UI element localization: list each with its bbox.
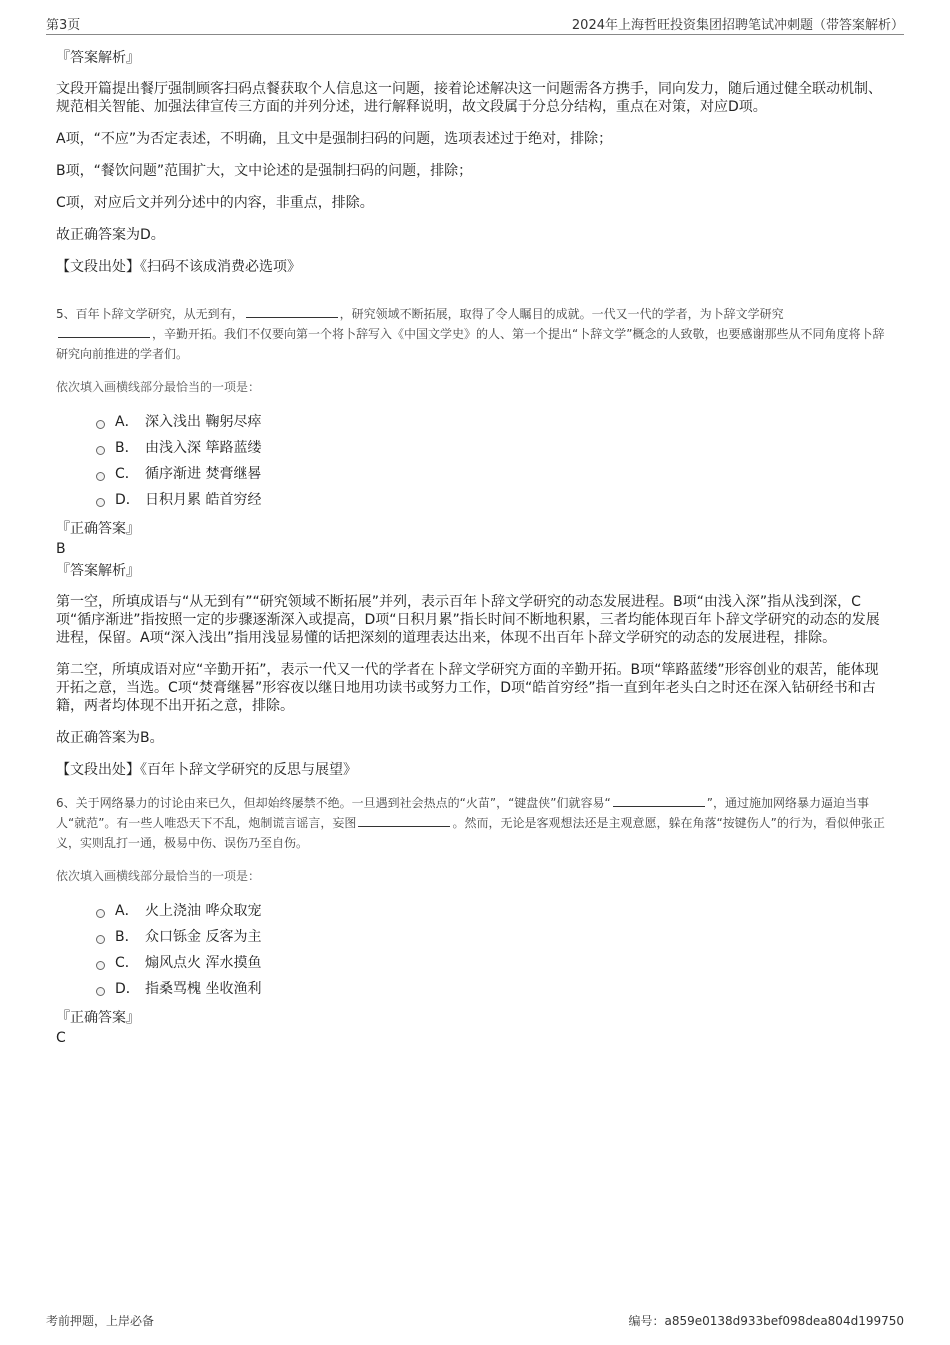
radio-icon[interactable]	[96, 987, 105, 996]
q5-analysis-label: 『答案解析』	[56, 563, 140, 579]
q4-analysis-option-a: A项，“不应”为否定表述，不明确，且文中是强制扫码的问题，选项表述过于绝对，排除；	[56, 131, 613, 147]
q6-blank-2	[358, 814, 450, 827]
radio-icon[interactable]	[96, 935, 105, 944]
q6-stem: 6、关于网络暴力的讨论由来已久，但却始终屡禁不绝。一旦遇到社会热点的“火苗”，“键盘侠”们就容易“ ”，通过施加网络暴力逼迫当事人“就范”。有一些人唯恐天下不乱，炮制谎言谣言，妄图 。然而，无论是客观想法还是主观意愿，躲在角落“按键伤人”的行为，看似伸张正义，实则乱打一通，极易中伤、误伤乃至自伤。	[56, 796, 885, 850]
q5-option-d[interactable]: D． 日积月累 皓首穷经	[96, 487, 892, 513]
radio-icon[interactable]	[96, 446, 105, 455]
q6-option-d[interactable]: D． 指桑骂槐 坐收渔利	[96, 976, 892, 1002]
q5-blank-2	[58, 325, 150, 338]
document-code: 编号：a859e0138d933bef098dea804d199750	[628, 1314, 904, 1328]
q6-blank-1	[613, 794, 705, 807]
q5-analysis-paragraph-1: 第一空，所填成语与“从无到有”“研究领域不断拓展”并列，表示百年卜辞文学研究的动态发展进程。B项“由浅入深”指从浅到深，C项“循序渐进”指按照一定的步骤逐渐深入或提高，D项“日积月累”指长时间不断地积累，三者均能体现百年卜辞文学研究的动态的发展进程，保留。A项“深入浅出”指用浅显易懂的话把深刻的道理表达出来，体现不出百年卜辞文学研究的动态的发展进程，排除。	[56, 594, 880, 646]
radio-icon[interactable]	[96, 498, 105, 507]
q5-stem: 5、百年卜辞文学研究，从无到有， ，研究领域不断拓展，取得了令人瞩目的成就。一代又一代的学者，为卜辞文学研究 ，辛勤开拓。我们不仅要向第一个将卜辞写入《中国文学史》的人、第一个提出“卜辞文学”概念的人致敬，也要感谢那些从不同角度将卜辞研究向前推进的学者们。	[56, 307, 885, 361]
q6-option-b[interactable]: B． 众口铄金 反客为主	[96, 924, 892, 950]
q4-analysis-label: 『答案解析』	[56, 50, 140, 66]
q5-conclusion: 故正确答案为B。	[56, 730, 164, 746]
q6-answer: C	[56, 1030, 66, 1046]
document-title: 2024年上海哲旺投资集团招聘笔试冲刺题（带答案解析）	[571, 18, 904, 33]
q4-analysis-option-c: C项，对应后文并列分述中的内容，非重点，排除。	[56, 195, 374, 211]
q5-options	[96, 409, 892, 513]
page-content	[56, 44, 892, 1048]
footer-slogan: 考前押题，上岸必备	[46, 1314, 155, 1328]
radio-icon[interactable]	[96, 420, 105, 429]
q6-option-a[interactable]: A． 火上浇油 哗众取宠	[96, 898, 892, 924]
q5-option-a[interactable]: A． 深入浅出 鞠躬尽瘁	[96, 409, 892, 435]
q5-prompt: 依次填入画横线部分最恰当的一项是：	[56, 380, 261, 394]
q6-option-c[interactable]: C． 煽风点火 浑水摸鱼	[96, 950, 892, 976]
radio-icon[interactable]	[96, 909, 105, 918]
q6-options	[96, 898, 892, 1002]
q5-option-b[interactable]: B． 由浅入深 筚路蓝缕	[96, 435, 892, 461]
radio-icon[interactable]	[96, 961, 105, 970]
q4-conclusion: 故正确答案为D。	[56, 227, 165, 243]
q5-blank-1	[246, 305, 338, 318]
q5-analysis-paragraph-2: 第二空，所填成语对应“辛勤开拓”，表示一代又一代的学者在卜辞文学研究方面的辛勤开拓。B项“筚路蓝缕”形容创业的艰苦，能体现开拓之意，当选。C项“焚膏继晷”形容夜以继日地用功读书或努力工作，D项“皓首穷经”指一直到年老头白之时还在深入钻研经书和古籍，两者均体现不出开拓之意，排除。	[56, 662, 879, 714]
q5-source: 【文段出处】《百年卜辞文学研究的反思与展望》	[56, 762, 357, 778]
q5-option-c[interactable]: C． 循序渐进 焚膏继晷	[96, 461, 892, 487]
q6-prompt: 依次填入画横线部分最恰当的一项是：	[56, 869, 261, 883]
q4-source: 【文段出处】《扫码不该成消费必选项》	[56, 259, 301, 275]
radio-icon[interactable]	[96, 472, 105, 481]
q6-answer-label: 『正确答案』	[56, 1010, 140, 1026]
q4-analysis-option-b: B项，“餐饮问题”范围扩大，文中论述的是强制扫码的问题，排除；	[56, 163, 473, 179]
page-number: 第3页	[46, 18, 81, 33]
q5-answer: B	[56, 541, 66, 557]
q4-analysis-paragraph: 文段开篇提出餐厅强制顾客扫码点餐获取个人信息这一问题，接着论述解决这一问题需各方携手，同向发力，随后通过健全联动机制、规范相关智能、加强法律宣传三方面的并列分述，进行解释说明，故文段属于分总分结构，重点在对策，对应D项。	[56, 81, 882, 115]
q5-answer-label: 『正确答案』	[56, 521, 140, 537]
page-header	[46, 14, 904, 35]
